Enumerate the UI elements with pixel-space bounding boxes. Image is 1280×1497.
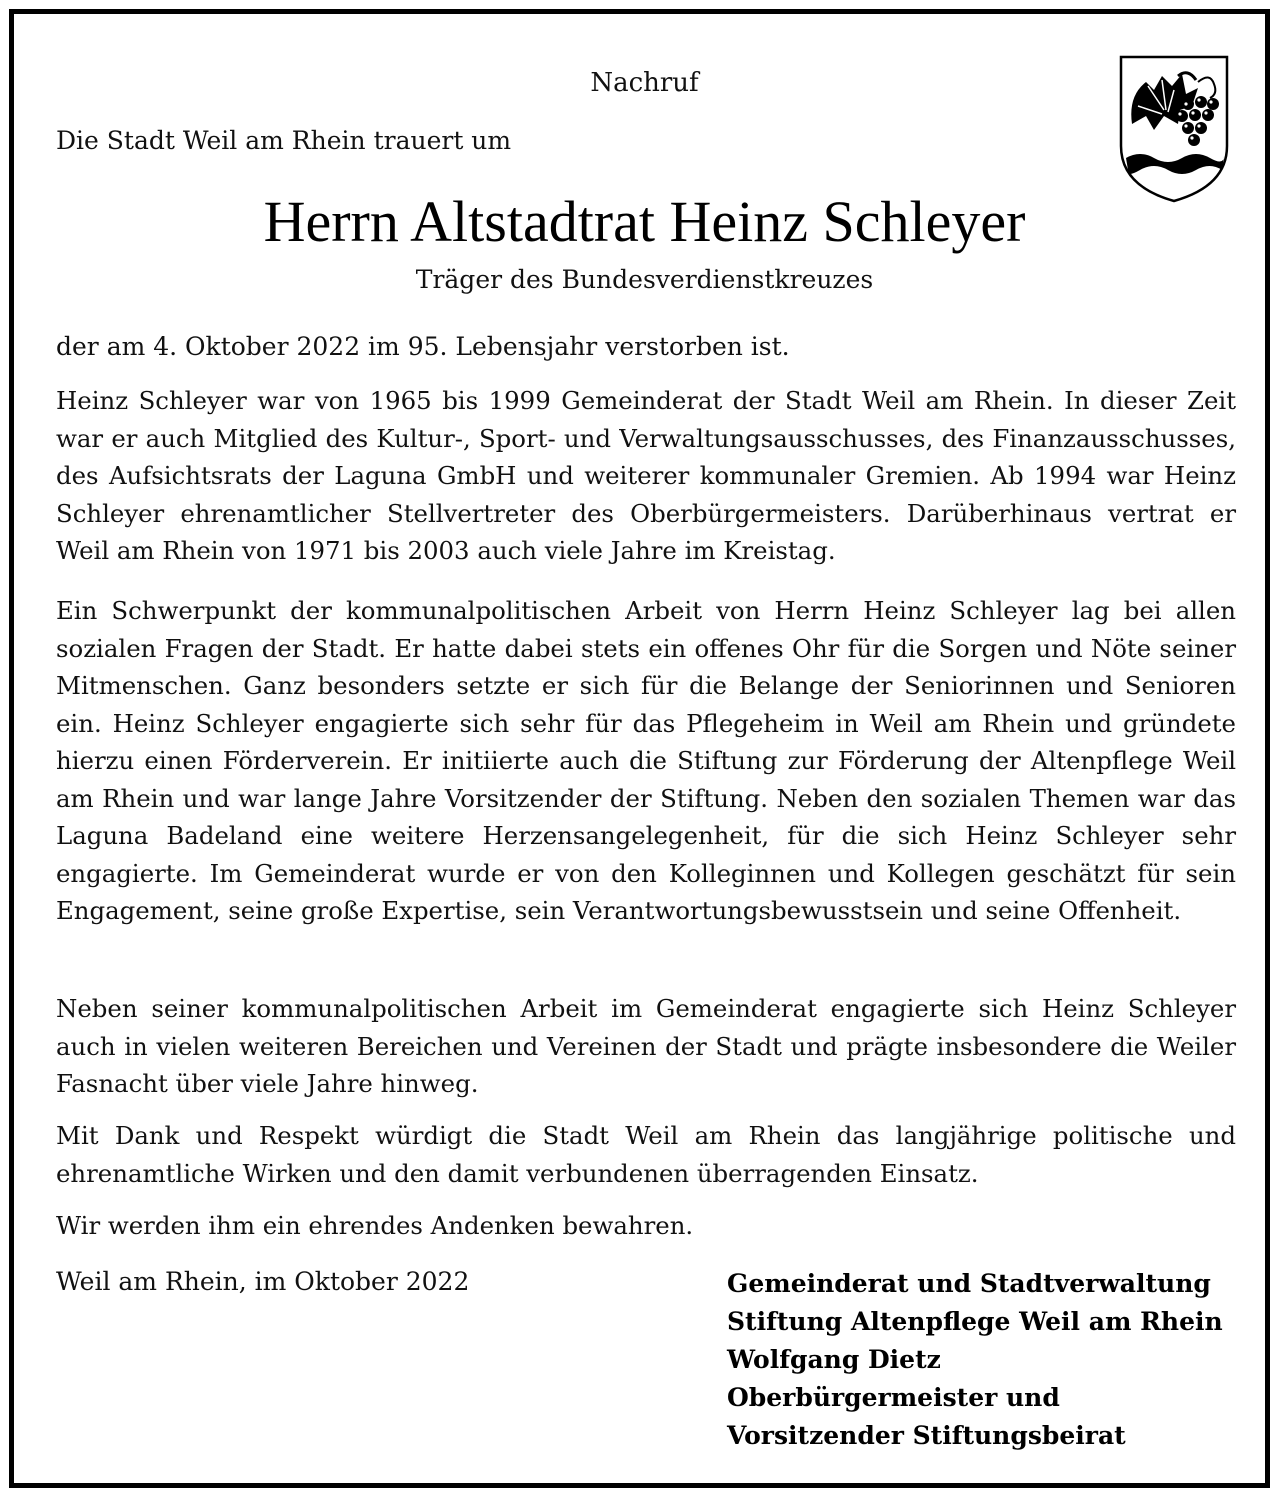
paragraph-associations: Neben seiner kommunalpolitischen Arbeit im Gemeinderat engagierte sich Heinz Schleyer auch in vielen weiteren Bereichen und Vereinen der Stadt und prägte insbesondere die Weiler Fasnacht über viele Jahre hinweg. bbox=[56, 994, 1236, 1098]
signature-line: Oberbürgermeister und bbox=[727, 1383, 1060, 1412]
notice-heading: Nachruf bbox=[590, 68, 699, 98]
signature-line: Wolfgang Dietz bbox=[727, 1345, 941, 1374]
paragraph-remembrance: Wir werden ihm ein ehrendes Andenken bewahren. bbox=[56, 1211, 694, 1240]
place-date: Weil am Rhein, im Oktober 2022 bbox=[56, 1267, 470, 1296]
signature-line: Gemeinderat und Stadtverwaltung bbox=[727, 1269, 1211, 1298]
deceased-name: Herrn Altstadtrat Heinz Schleyer bbox=[263, 189, 1026, 254]
notice-frame bbox=[9, 9, 1270, 1488]
signature-line: Stiftung Altenpflege Weil am Rhein bbox=[727, 1307, 1223, 1336]
grape-vine-coat-of-arms-icon bbox=[1118, 54, 1230, 204]
paragraph-social: Ein Schwerpunkt der kommunalpolitischen Arbeit von Herrn Heinz Schleyer lag bei allen sozialen Fragen der Stadt. Er hatte dabei stets ein offenes Ohr für die Sorgen und Nöte seiner Mitmenschen. Ganz besonders setzte er sich für die Belange der Seniorinnen und Senioren ein. Heinz Schleyer engagierte sich sehr für das Pflegeheim in Weil am Rhein und gründete hierzu einen Förderverein. Er initiierte auch die Stiftung zur Förderung der Altenpflege Weil am Rhein und war lange Jahre Vorsitzender der Stiftung. Neben den sozialen Themen war das Laguna Badeland eine weitere Herzensangelegenheit, für die sich Heinz Schleyer sehr engagierte. Im Gemeinderat wurde er von den Kolleginnen und Kollegen geschätzt für sein Engagement, seine große Expertise, sein Verantwortungsbewusstsein und seine Offenheit. bbox=[56, 596, 1236, 925]
paragraph-thanks: Mit Dank und Respekt würdigt die Stadt Weil am Rhein das langjährige politische und ehrenamtliche Wirken und den damit verbundenen überragenden Einsatz. bbox=[56, 1121, 1236, 1188]
paragraph-career: Heinz Schleyer war von 1965 bis 1999 Gemeinderat der Stadt Weil am Rhein. In dieser Zeit war er auch Mitglied des Kultur-, Sport- und Verwaltungsausschusses, des Finanzausschusses, des Aufsichtsrats der Laguna GmbH und weiterer kommunaler Gremien. Ab 1994 war Heinz Schleyer ehrenamtlicher Stellvertreter des Oberbürgermeisters. Darüberhinaus vertrat er Weil am Rhein von 1971 bis 2003 auch viele Jahre im Kreistag. bbox=[56, 386, 1236, 565]
signature-block bbox=[727, 1265, 1223, 1455]
intro-line: Die Stadt Weil am Rhein trauert um bbox=[56, 126, 512, 155]
signature-line: Vorsitzender Stiftungsbeirat bbox=[727, 1421, 1126, 1450]
honor-subtitle: Träger des Bundesverdienstkreuzes bbox=[415, 265, 874, 294]
death-line: der am 4. Oktober 2022 im 95. Lebensjahr verstorben ist. bbox=[56, 332, 790, 361]
